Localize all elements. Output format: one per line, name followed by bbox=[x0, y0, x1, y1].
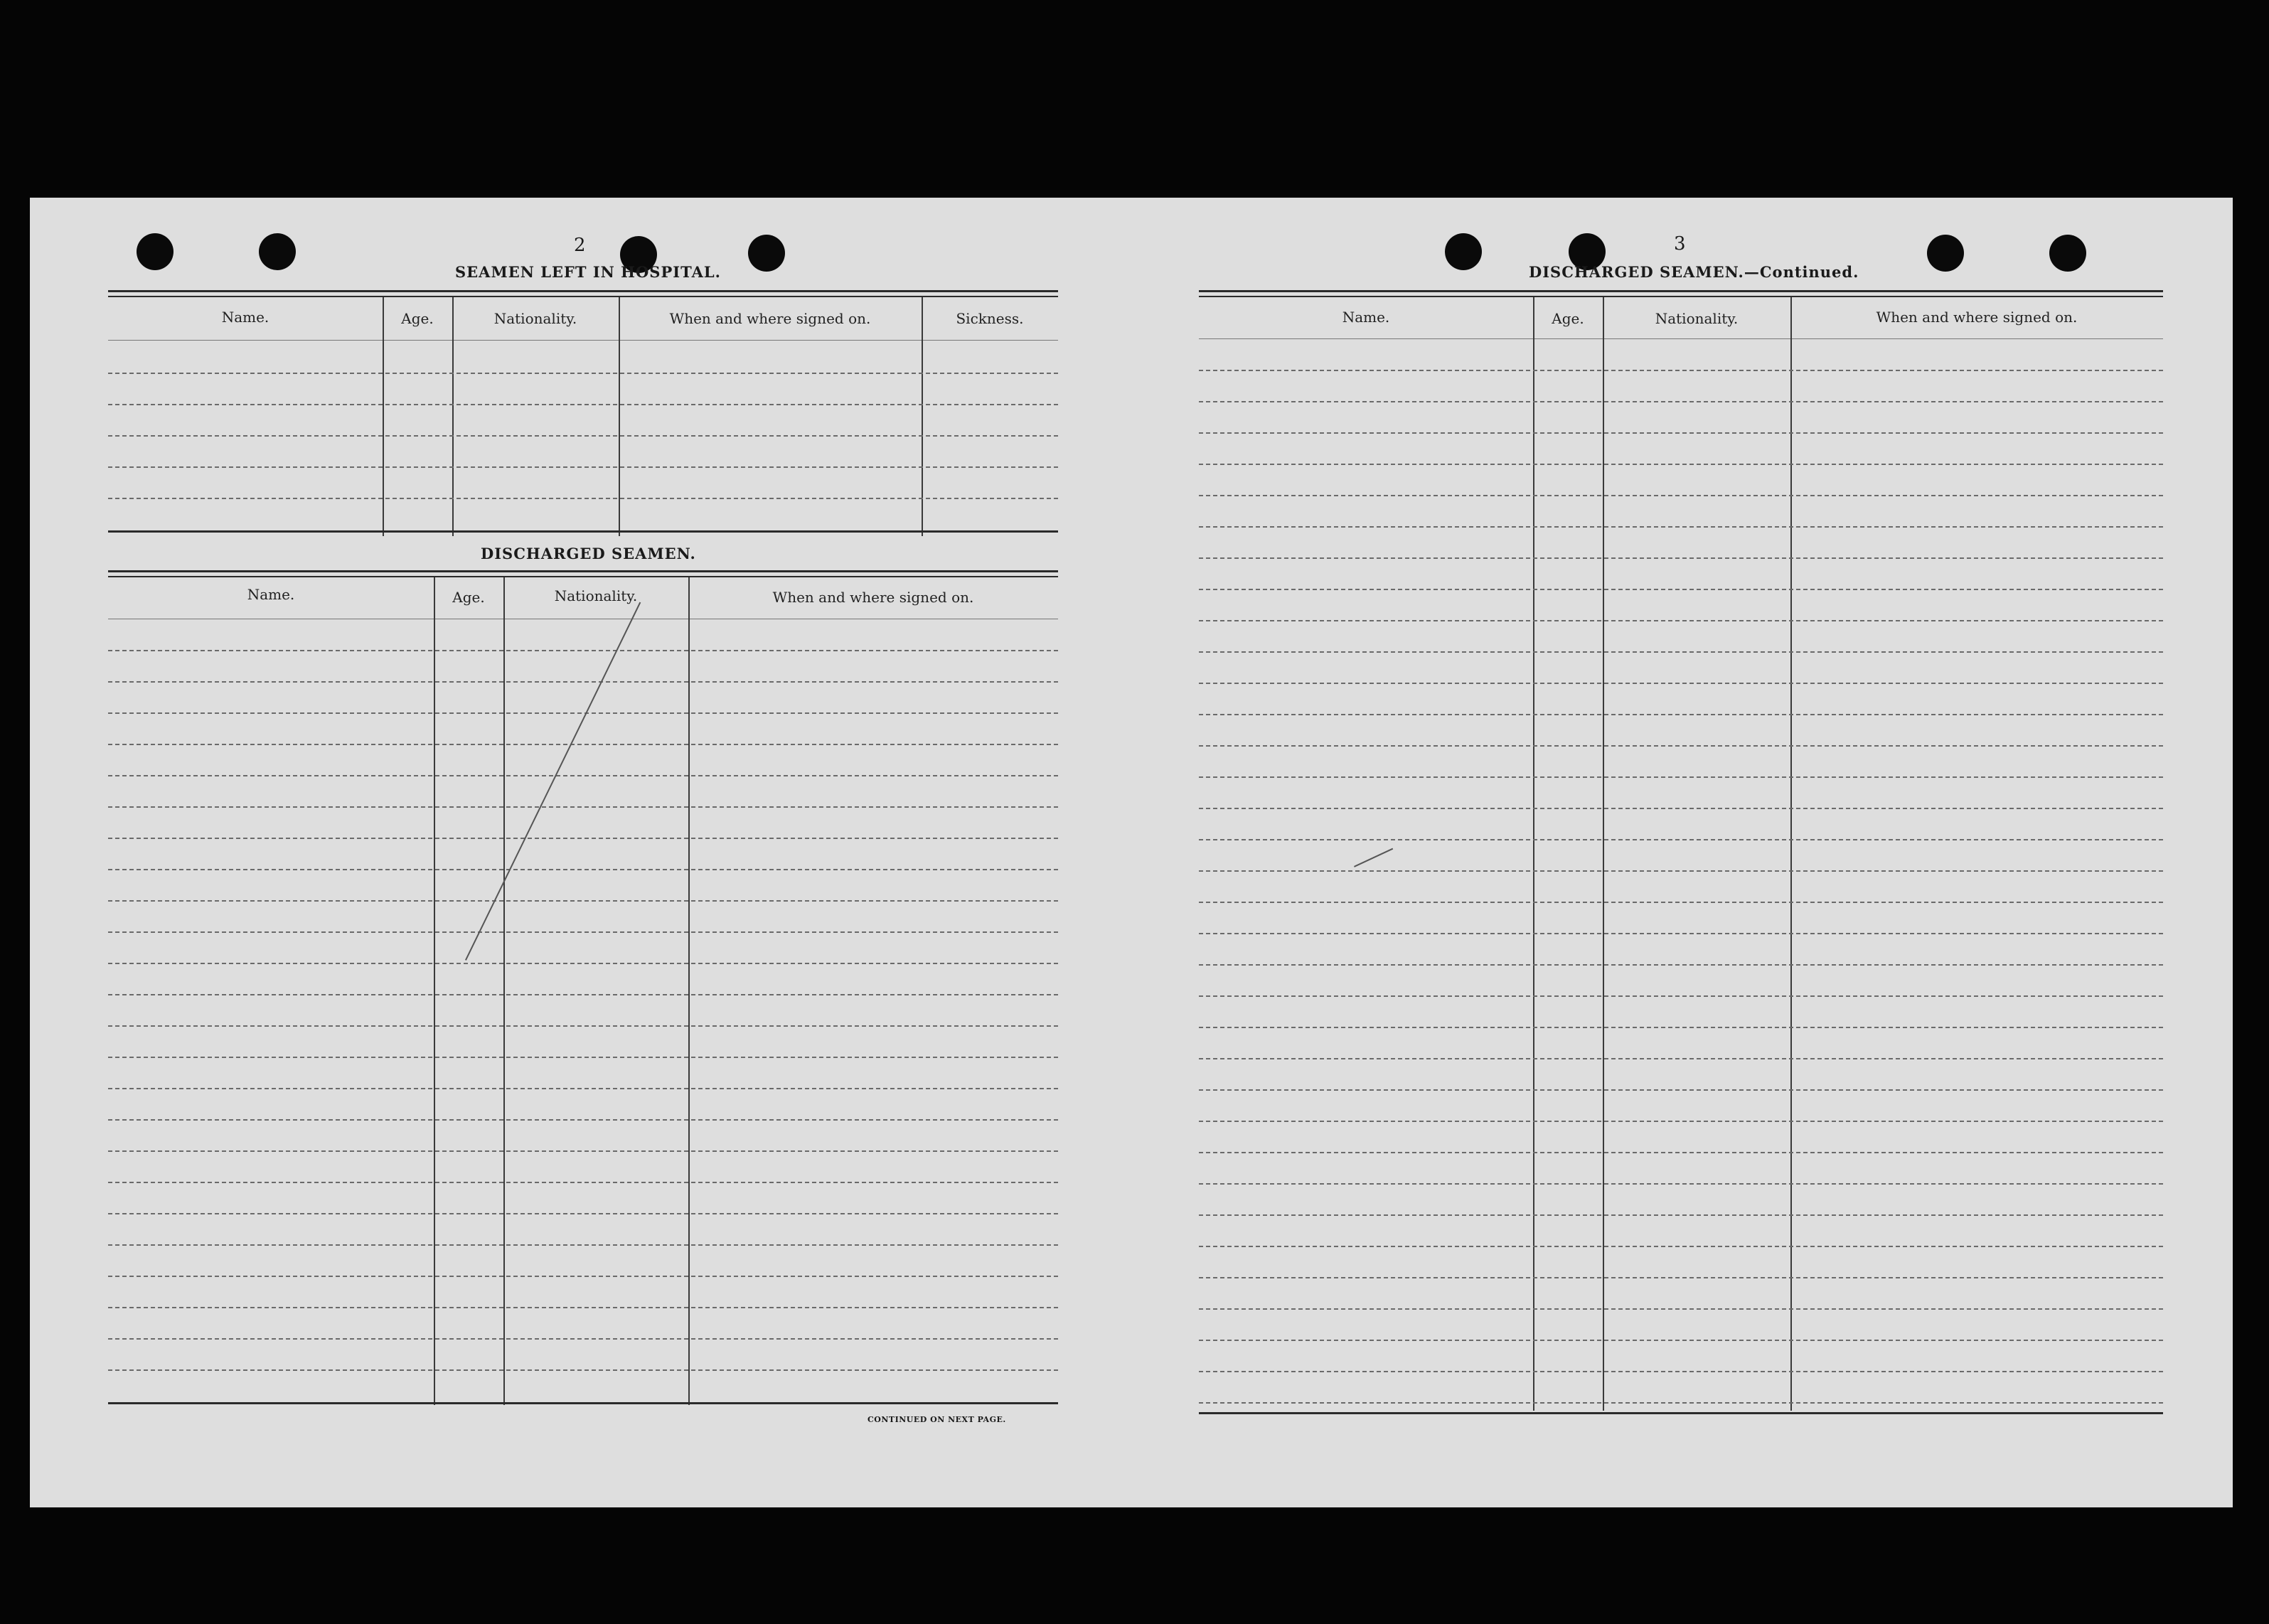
ruled-line bbox=[1199, 526, 2163, 528]
ruled-line bbox=[108, 681, 1058, 683]
ruled-line bbox=[108, 869, 1058, 870]
ruled-line bbox=[1199, 1058, 2163, 1059]
ruled-line bbox=[108, 1182, 1058, 1183]
ruled-line bbox=[1199, 432, 2163, 434]
ruled-line bbox=[1199, 1089, 2163, 1091]
punch-hole bbox=[137, 233, 173, 270]
ruled-line bbox=[108, 963, 1058, 964]
ruled-line bbox=[1199, 1214, 2163, 1216]
ruled-line bbox=[1199, 464, 2163, 465]
ruled-line bbox=[108, 1213, 1058, 1214]
hospital-col-nationality: Nationality. bbox=[493, 310, 577, 327]
ruled-line bbox=[1199, 589, 2163, 590]
ruled-line bbox=[1199, 745, 2163, 747]
ruled-line bbox=[1199, 683, 2163, 684]
page-number-right: 3 bbox=[1674, 233, 1687, 255]
ruled-line bbox=[108, 1057, 1058, 1058]
hospital-col-sickness: Sickness. bbox=[956, 310, 1024, 327]
ruled-line bbox=[1199, 933, 2163, 934]
discharged-col-name: Name. bbox=[247, 586, 295, 603]
ruled-line bbox=[1199, 1152, 2163, 1153]
discharged-col-age: Age. bbox=[452, 589, 485, 606]
ruled-line bbox=[108, 744, 1058, 745]
ruled-line bbox=[108, 838, 1058, 839]
ruled-line bbox=[108, 1025, 1058, 1027]
ruled-line bbox=[1199, 557, 2163, 559]
punch-hole bbox=[259, 233, 296, 270]
discharged-table-left bbox=[108, 570, 1058, 1416]
right-col-age: Age. bbox=[1552, 310, 1584, 327]
ruled-line bbox=[108, 1150, 1058, 1152]
ruled-line bbox=[1199, 839, 2163, 840]
ruled-line bbox=[1199, 1277, 2163, 1278]
ruled-line bbox=[108, 650, 1058, 651]
ruled-line bbox=[108, 1338, 1058, 1340]
ruled-line bbox=[1199, 1340, 2163, 1341]
ruled-line bbox=[108, 806, 1058, 808]
ruled-line bbox=[1199, 995, 2163, 997]
ruled-line bbox=[1199, 1402, 2163, 1404]
discharged-continued-title: DISCHARGED SEAMEN.—Continued. bbox=[1529, 263, 1859, 281]
ruled-line bbox=[108, 775, 1058, 776]
ruled-line bbox=[1199, 808, 2163, 809]
ruled-line bbox=[108, 931, 1058, 933]
punch-hole bbox=[748, 235, 785, 272]
ruled-line bbox=[108, 1088, 1058, 1089]
ruled-line bbox=[1199, 620, 2163, 621]
punch-hole bbox=[1927, 235, 1964, 272]
ruled-line bbox=[108, 1307, 1058, 1308]
right-col-signed-on: When and where signed on. bbox=[1876, 309, 2078, 326]
ruled-line bbox=[108, 712, 1058, 714]
discharged-col-nationality: Nationality. bbox=[554, 587, 638, 604]
ruled-line bbox=[1199, 902, 2163, 903]
continued-footer: CONTINUED ON NEXT PAGE. bbox=[867, 1415, 1006, 1424]
ruled-line bbox=[1199, 495, 2163, 496]
ruled-line bbox=[108, 900, 1058, 902]
ruled-line bbox=[1199, 370, 2163, 371]
ruled-line bbox=[1199, 1371, 2163, 1372]
hospital-section-title: SEAMEN LEFT IN HOSPITAL. bbox=[455, 263, 721, 281]
right-col-name: Name. bbox=[1342, 309, 1390, 326]
ruled-line bbox=[1199, 714, 2163, 715]
discharged-col-signed-on: When and where signed on. bbox=[772, 589, 974, 606]
page-number-left: 2 bbox=[574, 235, 587, 256]
ruled-line bbox=[1199, 401, 2163, 402]
punch-hole bbox=[2049, 235, 2086, 272]
hospital-col-age: Age. bbox=[401, 310, 434, 327]
ruled-line bbox=[1199, 776, 2163, 778]
ruled-line bbox=[1199, 964, 2163, 966]
ruled-line bbox=[1199, 1121, 2163, 1122]
ruled-line bbox=[108, 1369, 1058, 1371]
ruled-line bbox=[1199, 1027, 2163, 1028]
ruled-line bbox=[108, 1276, 1058, 1277]
ruled-line bbox=[108, 1119, 1058, 1121]
ruled-line bbox=[108, 994, 1058, 995]
ruled-line bbox=[108, 1244, 1058, 1246]
discharged-table-right bbox=[1199, 290, 2163, 1421]
ruled-line bbox=[1199, 1183, 2163, 1185]
hospital-col-signed-on: When and where signed on. bbox=[669, 310, 871, 327]
hospital-table bbox=[108, 290, 1058, 539]
ruled-line bbox=[1199, 651, 2163, 653]
punch-hole bbox=[1445, 233, 1482, 270]
ruled-line bbox=[1199, 1308, 2163, 1310]
hospital-col-name: Name. bbox=[221, 309, 269, 326]
right-col-nationality: Nationality. bbox=[1655, 310, 1739, 327]
ledger-sheet bbox=[30, 198, 2233, 1507]
ruled-line bbox=[1199, 1246, 2163, 1247]
ruled-line bbox=[1199, 870, 2163, 872]
discharged-section-title: DISCHARGED SEAMEN. bbox=[481, 545, 696, 562]
